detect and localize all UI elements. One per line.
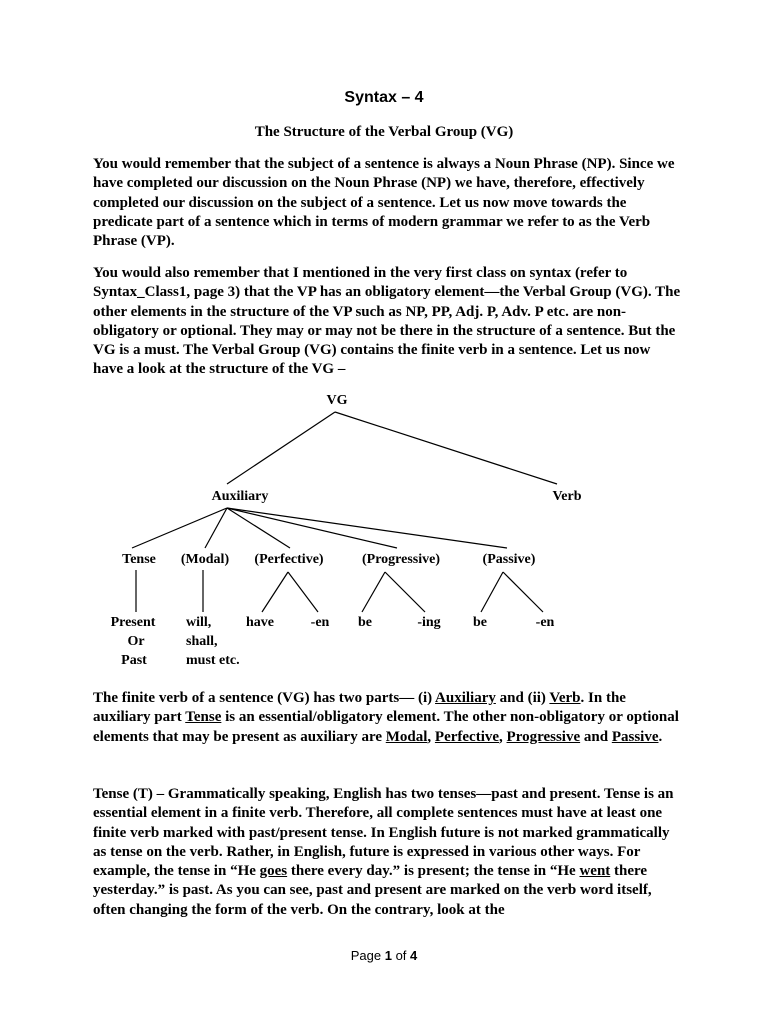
term-perfective: Perfective — [434, 728, 500, 745]
tree-branch — [503, 572, 543, 612]
leaf-must: must etc. — [186, 653, 240, 668]
total-pages: 4 — [410, 948, 418, 963]
page-footer: Page 1 of 4 — [350, 948, 418, 963]
node-passive: (Passive) — [482, 552, 536, 567]
example-went: went — [579, 863, 611, 880]
leaf-shall: shall, — [186, 634, 218, 649]
tree-branch — [227, 508, 507, 548]
leaf-present: Present — [110, 615, 156, 630]
term-modal: Modal — [385, 728, 428, 745]
tree-branch — [362, 572, 385, 612]
tree-branch — [335, 412, 557, 484]
node-auxiliary: Auxiliary — [211, 489, 269, 504]
node-vg: VG — [326, 393, 348, 408]
node-tense: Tense — [122, 552, 156, 567]
leaf-be-passive: be — [473, 615, 487, 630]
example-goes: goes — [259, 863, 288, 880]
tree-branch — [227, 508, 397, 548]
paragraph-intro: You would remember that the subject of a sentence is always a Noun Phrase (NP). Since we have completed our discussion on the Noun Phrase (NP) we have, therefore, effectively completed our discussion on the subject of a sentence. Let us now move towards the predicate part of a sentence which in terms of modern grammar we refer to as the Verb Phrase (VP). — [93, 156, 675, 250]
tree-branch — [132, 508, 227, 548]
paragraph-tense: Tense (T) – Grammatically speaking, English has two tenses—past and present. Tense is an essential element in a finite verb. Therefore, all complete sentences must have at least one finite verb marked with past/present tense. In English future is not marked grammatically as tense on the verb. Rather, in English, future is expressed in various other ways. For example, the tense in “He goes there every day.” is present; the tense in “He went there yesterday.” is past. As you can see, past and present are marked on the verb word itself, often changing the form of the verb. On the contrary, look at the — [93, 786, 674, 918]
page-title: Syntax – 4 — [344, 89, 424, 106]
leaf-will: will, — [186, 615, 212, 630]
tree-branch — [227, 412, 335, 484]
paragraph-finite-verb: The finite verb of a sentence (VG) has two parts— (i) Auxiliary and (ii) Verb. In the auxiliary part Tense is an essential/obligatory element. The other non-obligatory or optional elements that may be present as auxiliary are Modal, Perfective, Progressive and Passive. — [93, 690, 679, 745]
leaf-ing: -ing — [417, 615, 441, 630]
paragraph-vp-elements: You would also remember that I mentioned in the very first class on syntax (refer to Syntax_Class1, page 3) that the VP has an obligatory element—the Verbal Group (VG). The other elements in the structure of the VP such as NP, PP, Adj. P, Adv. P etc. are non-obligatory or optional. They may or may not be there in the structure of a sentence. But the VG is a must. The Verbal Group (VG) contains the finite verb in a sentence. Let us now have a look at the structure of the VG – — [93, 265, 681, 378]
tree-branch — [205, 508, 227, 548]
current-page-number: 1 — [384, 948, 392, 963]
section-subtitle: The Structure of the Verbal Group (VG) — [254, 124, 514, 140]
vg-structure-tree — [0, 380, 768, 680]
leaf-have: have — [246, 615, 274, 630]
node-modal: (Modal) — [180, 552, 230, 567]
leaf-be-progressive: be — [358, 615, 372, 630]
leaf-or: Or — [127, 634, 145, 649]
tree-branch — [385, 572, 425, 612]
node-perfective: (Perfective) — [254, 552, 324, 567]
tree-branch — [227, 508, 290, 548]
term-auxiliary: Auxiliary — [435, 690, 496, 706]
node-progressive: (Progressive) — [361, 552, 441, 567]
leaf-en-perfective: -en — [310, 615, 330, 630]
tree-branch — [288, 572, 318, 612]
tree-branch — [262, 572, 288, 612]
term-progressive: Progressive — [506, 728, 581, 745]
leaf-en-passive: -en — [535, 615, 555, 630]
node-verb: Verb — [552, 489, 582, 504]
term-tense: Tense — [185, 709, 222, 726]
term-verb: Verb — [549, 690, 581, 706]
tree-branch — [481, 572, 503, 612]
term-passive: Passive — [611, 728, 659, 745]
leaf-past: Past — [121, 653, 147, 668]
